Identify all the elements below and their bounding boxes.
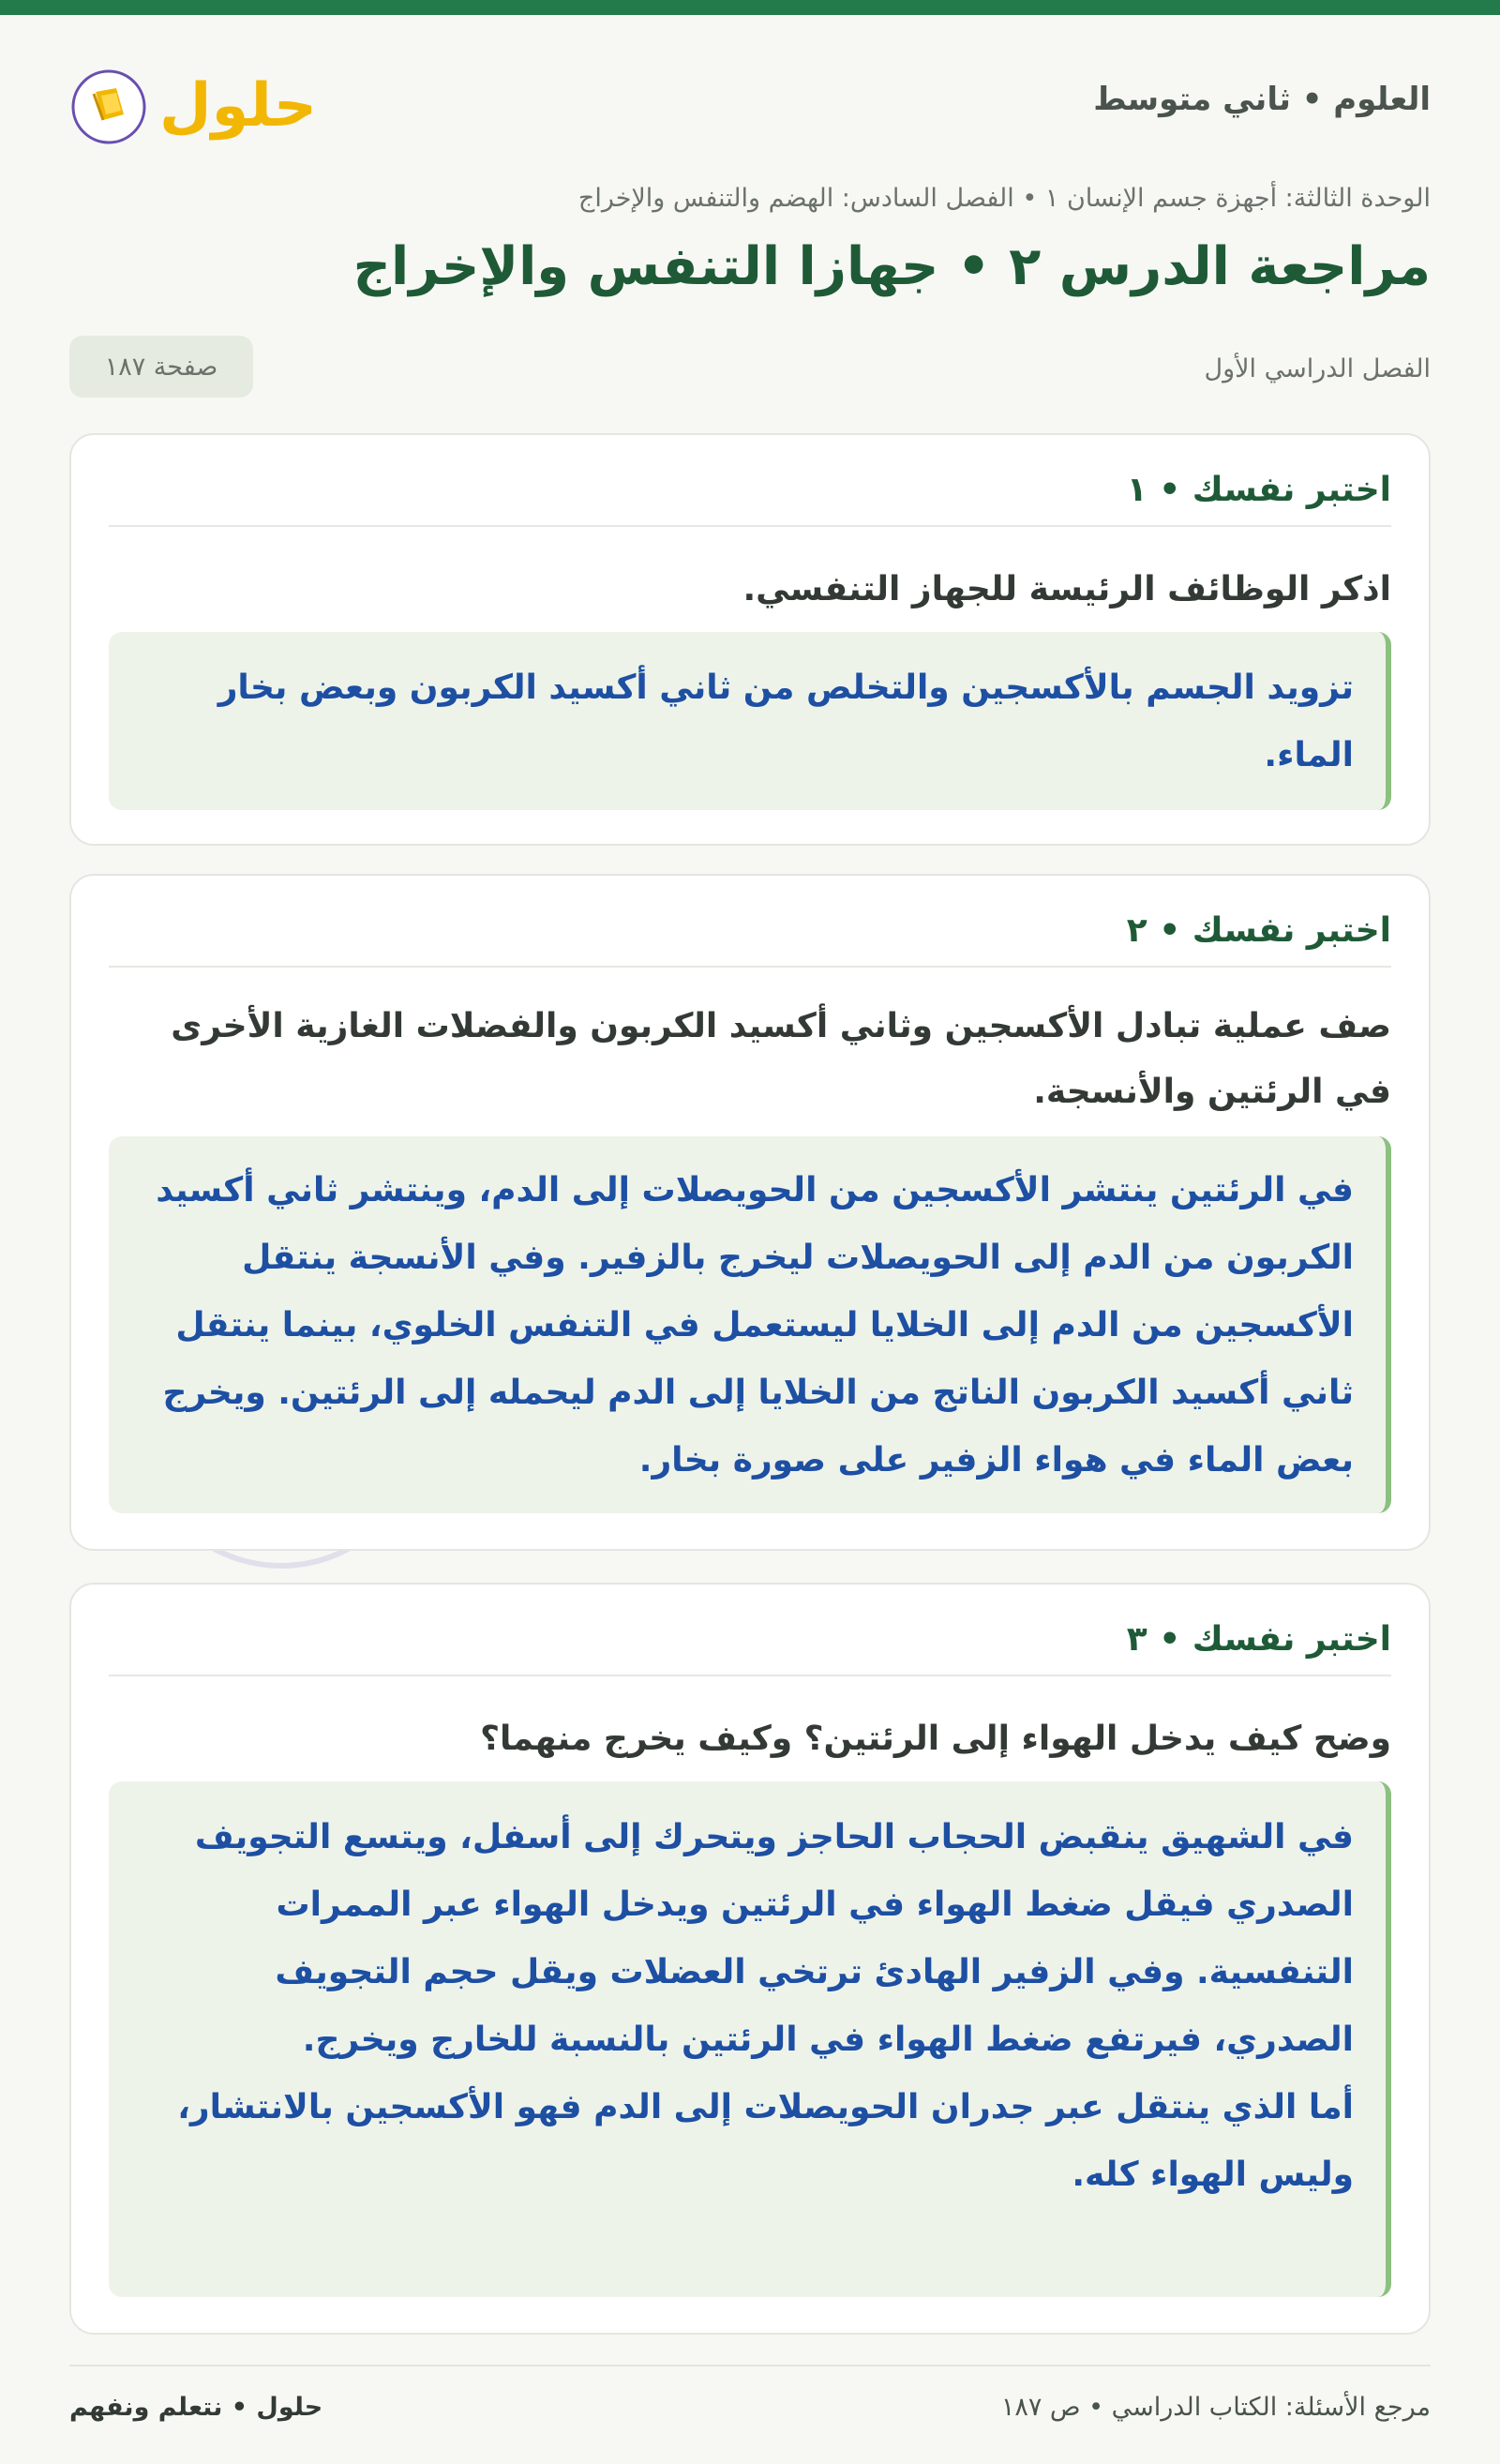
site-logo[interactable] bbox=[69, 49, 322, 152]
term-label: الفصل الدراسي الأول bbox=[1204, 354, 1431, 383]
question-text: وضح كيف يدخل الهواء إلى الرئتين؟ وكيف يخرج منهما؟ bbox=[480, 1720, 1391, 1758]
footer-brand: حلول • نتعلم ونفهم bbox=[69, 2393, 323, 2422]
question-text: صف عملية تبادل الأكسجين وثاني أكسيد الكربون والفضلات الغازية الأخرى في الرئتين والأنسجة. bbox=[171, 1007, 1391, 1111]
card-header bbox=[109, 1585, 1391, 1676]
book-pages-icon bbox=[69, 49, 322, 152]
question-card-1 bbox=[69, 433, 1431, 846]
answer-text-note: أما الذي ينتقل عبر جدران الحويصلات إلى الدم فهو الأكسجين بالانتشار، وليس الهواء كله. bbox=[177, 2088, 1354, 2194]
card-label: اختبر نفسك • ٣ bbox=[1126, 1620, 1391, 1659]
breadcrumb: الوحدة الثالثة: أجهزة جسم الإنسان ١ • الفصل السادس: الهضم والتنفس والإخراج bbox=[578, 184, 1431, 213]
question-text: اذكر الوظائف الرئيسة للجهاز التنفسي. bbox=[742, 570, 1391, 608]
answer-text: في الرئتين ينتشر الأكسجين من الحويصلات إلى الدم، وينتشر ثاني أكسيد الكربون من الدم إلى الحويصلات ليخرج بالزفير. وفي الأنسجة ينتقل الأكسجين من الدم إلى الخلايا ليستعمل في التنفس الخلوي، بينما ينتقل ثاني أكسيد الكربون الناتج من الخلايا إلى الدم ليحمله إلى الرئتين. ويخرج بعض الماء في هواء الزفير على صورة بخار. bbox=[156, 1171, 1354, 1480]
footer-reference: مرجع الأسئلة: الكتاب الدراسي • ص ١٨٧ bbox=[1000, 2393, 1431, 2422]
card-header bbox=[109, 876, 1391, 968]
answer-text: في الشهيق ينقبض الحجاب الحاجز ويتحرك إلى أسفل، ويتسع التجويف الصدري فيقل ضغط الهواء في الرئتين ويدخل الهواء عبر الممرات التنفسية. وفي الزفير الهادئ ترتخي العضلات ويقل حجم التجويف الصدري، فيرتفع ضغط الهواء في الرئتين بالنسبة للخارج ويخرج. bbox=[194, 1818, 1354, 2059]
top-accent-bar bbox=[0, 0, 1500, 15]
answer-box bbox=[109, 632, 1391, 810]
answer-box bbox=[109, 1136, 1391, 1513]
subject-label: العلوم • ثاني متوسط bbox=[1093, 81, 1431, 118]
card-label: اختبر نفسك • ١ bbox=[1126, 471, 1391, 509]
page-title: مراجعة الدرس ٢ • جهازا التنفس والإخراج bbox=[352, 236, 1431, 297]
page-header bbox=[69, 49, 1431, 152]
question-card-2 bbox=[69, 874, 1431, 1551]
question-card-3 bbox=[69, 1583, 1431, 2335]
card-header bbox=[109, 435, 1391, 527]
card-label: اختبر نفسك • ٢ bbox=[1126, 911, 1391, 950]
answer-text: تزويد الجسم بالأكسجين والتخلص من ثاني أكسيد الكربون وبعض بخار الماء. bbox=[218, 669, 1354, 774]
answer-box bbox=[109, 1781, 1391, 2297]
logo-text: حلول bbox=[159, 71, 317, 141]
footer-divider bbox=[69, 2365, 1431, 2366]
page-number-badge: صفحة ١٨٧ bbox=[69, 336, 253, 398]
